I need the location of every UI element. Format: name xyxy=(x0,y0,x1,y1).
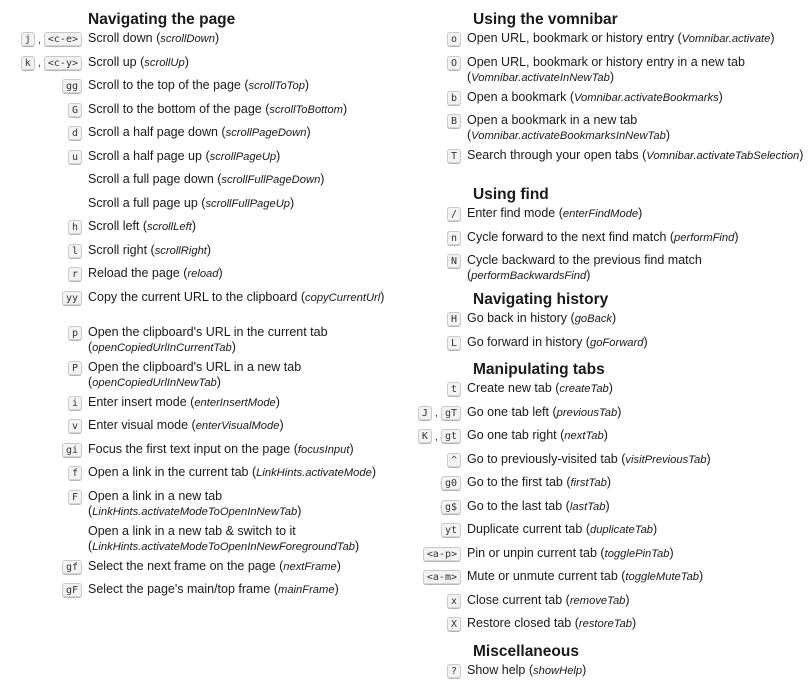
command-name: reload xyxy=(187,268,218,280)
description-text: Open URL, bookmark or history entry in a new tab xyxy=(467,55,745,69)
section-title-navigating-history: Navigating history xyxy=(412,288,812,311)
shortcut-row xyxy=(0,325,410,360)
command-name: firstTab xyxy=(571,477,607,489)
shortcut-keys xyxy=(412,113,461,129)
key-cap: X xyxy=(447,617,461,632)
description-text: Reload the page xyxy=(88,266,180,280)
shortcut-keys xyxy=(412,311,461,327)
shortcut-keys xyxy=(412,253,461,269)
command-name: duplicateTab xyxy=(590,524,653,536)
shortcut-row xyxy=(0,243,410,267)
shortcut-row xyxy=(0,55,410,79)
shortcut-description: Scroll a full page up (scrollFullPageUp) xyxy=(82,196,410,212)
shortcut-keys xyxy=(412,428,461,444)
description-text: Open a link in a new tab xyxy=(88,489,222,503)
description-text: Scroll to the top of the page xyxy=(88,78,241,92)
shortcut-keys xyxy=(412,616,461,632)
description-text: Cycle forward to the next find match xyxy=(467,230,666,244)
key-cap: T xyxy=(447,149,461,164)
key-cap: k xyxy=(21,56,35,71)
shortcut-description: Scroll right (scrollRight) xyxy=(82,243,410,259)
shortcut-row xyxy=(0,290,410,325)
shortcut-keys xyxy=(0,559,82,575)
shortcut-row xyxy=(0,102,410,126)
description-text: Go one tab left xyxy=(467,405,549,419)
shortcut-row xyxy=(412,663,812,686)
command-name: scrollPageUp xyxy=(210,151,277,163)
command-name: enterFindMode xyxy=(563,208,638,220)
shortcut-keys xyxy=(0,442,82,458)
shortcut-description: Open a bookmark (Vomnibar.activateBookmarks) xyxy=(461,90,812,106)
command-name: scrollRight xyxy=(155,245,207,257)
command-name: focusInput xyxy=(298,444,350,456)
description-text: Enter visual mode xyxy=(88,418,188,432)
shortcut-description: Go back in history (goBack) xyxy=(461,311,812,327)
description-text: Enter insert mode xyxy=(88,395,187,409)
key-cap: gF xyxy=(62,583,82,598)
shortcut-row xyxy=(412,230,812,254)
shortcut-description: Scroll up (scrollUp) xyxy=(82,55,410,71)
shortcut-keys xyxy=(0,149,82,165)
key-cap: r xyxy=(68,267,82,282)
description-text: Open the clipboard's URL in a new tab xyxy=(88,360,301,374)
shortcut-description: Go one tab left (previousTab) xyxy=(461,405,812,421)
shortcut-row xyxy=(412,452,812,476)
command-name: openCopiedUrlInCurrentTab xyxy=(92,342,232,354)
key-cap: i xyxy=(68,396,82,411)
key-cap: H xyxy=(447,312,461,327)
key-cap: j xyxy=(21,32,35,47)
key-cap: u xyxy=(68,150,82,165)
key-cap: gf xyxy=(62,560,82,575)
section-title-miscellaneous: Miscellaneous xyxy=(412,640,812,663)
shortcut-row xyxy=(412,335,812,359)
shortcut-keys xyxy=(0,172,82,173)
shortcut-keys xyxy=(412,230,461,246)
shortcut-row xyxy=(412,616,812,640)
shortcut-description: Go to the first tab (firstTab) xyxy=(461,475,812,491)
description-text: Focus the first text input on the page xyxy=(88,442,290,456)
description-text: Scroll a half page down xyxy=(88,125,218,139)
description-text: Scroll a half page up xyxy=(88,149,202,163)
shortcut-description: Scroll a half page down (scrollPageDown) xyxy=(82,125,410,141)
shortcut-keys xyxy=(412,452,461,468)
command-name: togglePinTab xyxy=(605,548,670,560)
description-text: Select the next frame on the page xyxy=(88,559,276,573)
command-name: restoreTab xyxy=(579,618,632,630)
shortcut-description: Open a link in a new tab & switch to it (LinkHints.activateModeToOpenInNewForegroundTab) xyxy=(82,524,410,555)
key-cap: g$ xyxy=(441,500,461,515)
shortcut-row xyxy=(412,113,812,148)
shortcut-keys xyxy=(0,418,82,434)
key-separator: , xyxy=(38,34,41,46)
command-name: copyCurrentUrl xyxy=(305,292,380,304)
command-name: scrollDown xyxy=(160,33,215,45)
shortcut-description: Open a link in the current tab (LinkHints.activateMode) xyxy=(82,465,410,481)
command-name: enterInsertMode xyxy=(194,397,275,409)
key-separator: , xyxy=(435,431,438,443)
description-text: Go to the first tab xyxy=(467,475,563,489)
command-name: showHelp xyxy=(533,665,582,677)
shortcut-description: Scroll a half page up (scrollPageUp) xyxy=(82,149,410,165)
description-text: Open a link in the current tab xyxy=(88,465,249,479)
key-cap: J xyxy=(418,406,432,421)
shortcut-row xyxy=(412,475,812,499)
shortcut-description: Enter visual mode (enterVisualMode) xyxy=(82,418,410,434)
shortcut-row xyxy=(0,266,410,290)
command-name: openCopiedUrlInNewTab xyxy=(92,377,217,389)
shortcut-description: Open a bookmark in a new tab (Vomnibar.activateBookmarksInNewTab) xyxy=(461,113,812,144)
description-text: Mute or unmute current tab xyxy=(467,569,618,583)
key-cap: <a-p> xyxy=(423,547,461,562)
shortcut-row xyxy=(0,465,410,489)
description-text: Go to the last tab xyxy=(467,499,562,513)
shortcut-row xyxy=(0,360,410,395)
command-name: toggleMuteTab xyxy=(625,571,699,583)
shortcut-row xyxy=(0,78,410,102)
shortcut-row xyxy=(412,253,812,288)
key-cap: P xyxy=(68,361,82,376)
command-name: scrollFullPageUp xyxy=(205,198,290,210)
shortcut-description: Create new tab (createTab) xyxy=(461,381,812,397)
command-name: nextTab xyxy=(564,430,603,442)
shortcut-description: Scroll a full page down (scrollFullPageDown) xyxy=(82,172,410,188)
right-column xyxy=(412,8,812,686)
shortcut-keys xyxy=(0,55,82,71)
description-text: Restore closed tab xyxy=(467,616,571,630)
command-name: scrollPageDown xyxy=(226,127,307,139)
key-cap: ^ xyxy=(447,453,461,468)
shortcut-keys xyxy=(412,499,461,515)
key-cap: d xyxy=(68,126,82,141)
key-cap: F xyxy=(68,490,82,505)
key-cap: G xyxy=(68,103,82,118)
shortcut-keys xyxy=(412,663,461,679)
key-cap: yy xyxy=(62,291,82,306)
command-name: scrollFullPageDown xyxy=(221,174,320,186)
shortcut-description: Focus the first text input on the page (focusInput) xyxy=(82,442,410,458)
shortcut-row xyxy=(0,31,410,55)
shortcut-row xyxy=(412,546,812,570)
shortcut-keys xyxy=(412,475,461,491)
shortcut-keys xyxy=(0,196,82,197)
shortcut-row xyxy=(0,395,410,419)
key-cap: t xyxy=(447,382,461,397)
description-text: Open the clipboard's URL in the current tab xyxy=(88,325,328,339)
shortcut-description: Cycle backward to the previous find match (performBackwardsFind) xyxy=(461,253,812,284)
description-text: Copy the current URL to the clipboard xyxy=(88,290,297,304)
shortcut-keys xyxy=(0,489,82,505)
shortcut-description: Search through your open tabs (Vomnibar.activateTabSelection) xyxy=(461,148,812,164)
shortcut-row xyxy=(412,593,812,617)
shortcut-keys xyxy=(412,569,461,585)
shortcut-row xyxy=(412,148,812,183)
left-column xyxy=(0,8,410,606)
description-text: Open a bookmark in a new tab xyxy=(467,113,637,127)
key-cap: K xyxy=(418,429,432,444)
shortcut-keys xyxy=(0,219,82,235)
shortcut-row xyxy=(412,206,812,230)
key-separator: , xyxy=(38,57,41,69)
description-text: Open URL, bookmark or history entry xyxy=(467,31,674,45)
shortcut-keys xyxy=(0,325,82,341)
command-name: previousTab xyxy=(557,407,618,419)
description-text: Scroll up xyxy=(88,55,137,69)
shortcut-row xyxy=(0,219,410,243)
description-text: Search through your open tabs xyxy=(467,148,639,162)
key-cap: <c-e> xyxy=(44,32,82,47)
shortcut-keys xyxy=(0,395,82,411)
shortcut-row xyxy=(412,569,812,593)
command-name: goForward xyxy=(590,337,643,349)
shortcut-description: Open URL, bookmark or history entry (Vomnibar.activate) xyxy=(461,31,812,47)
shortcut-keys xyxy=(0,582,82,598)
description-text: Create new tab xyxy=(467,381,552,395)
description-text: Scroll down xyxy=(88,31,153,45)
command-name: performFind xyxy=(674,232,734,244)
command-name: LinkHints.activateModeToOpenInNewTab xyxy=(92,506,297,518)
shortcut-keys xyxy=(412,90,461,106)
command-name: goBack xyxy=(575,313,612,325)
key-cap: l xyxy=(68,244,82,259)
shortcut-description: Show help (showHelp) xyxy=(461,663,812,679)
command-name: scrollLeft xyxy=(147,221,192,233)
key-cap: b xyxy=(447,91,461,106)
shortcut-description: Copy the current URL to the clipboard (copyCurrentUrl) xyxy=(82,290,410,306)
description-text: Open a link in a new tab & switch to it xyxy=(88,524,296,538)
shortcut-description: Reload the page (reload) xyxy=(82,266,410,282)
shortcut-description: Enter find mode (enterFindMode) xyxy=(461,206,812,222)
description-text: Select the page's main/top frame xyxy=(88,582,270,596)
command-name: visitPreviousTab xyxy=(625,454,706,466)
shortcut-description: Duplicate current tab (duplicateTab) xyxy=(461,522,812,538)
section-title-manipulating-tabs: Manipulating tabs xyxy=(412,358,812,381)
key-cap: x xyxy=(447,594,461,609)
shortcut-keys xyxy=(412,522,461,538)
command-name: removeTab xyxy=(570,595,626,607)
description-text: Scroll a full page down xyxy=(88,172,214,186)
shortcut-keys xyxy=(0,290,82,306)
description-text: Scroll a full page up xyxy=(88,196,198,210)
shortcut-description: Open the clipboard's URL in a new tab (openCopiedUrlInNewTab) xyxy=(82,360,410,391)
shortcut-keys xyxy=(0,78,82,94)
shortcut-row xyxy=(412,428,812,452)
description-text: Enter find mode xyxy=(467,206,555,220)
command-name: createTab xyxy=(559,383,608,395)
shortcut-row xyxy=(412,499,812,523)
description-text: Close current tab xyxy=(467,593,562,607)
shortcut-keys xyxy=(412,381,461,397)
shortcut-description: Mute or unmute current tab (toggleMuteTab) xyxy=(461,569,812,585)
key-cap: n xyxy=(447,231,461,246)
key-cap: g0 xyxy=(441,476,461,491)
shortcut-keys xyxy=(412,405,461,421)
shortcut-row xyxy=(412,90,812,114)
command-name: performBackwardsFind xyxy=(471,270,586,282)
section-title-navigating-the-page: Navigating the page xyxy=(0,8,410,31)
shortcut-keys xyxy=(412,206,461,222)
shortcut-keys xyxy=(0,360,82,376)
shortcut-row xyxy=(0,489,410,524)
description-text: Scroll to the bottom of the page xyxy=(88,102,262,116)
command-name: lastTab xyxy=(570,501,606,513)
shortcut-keys xyxy=(412,593,461,609)
shortcut-description: Select the next frame on the page (nextFrame) xyxy=(82,559,410,575)
shortcut-row xyxy=(412,55,812,90)
shortcut-row xyxy=(0,125,410,149)
shortcut-description: Enter insert mode (enterInsertMode) xyxy=(82,395,410,411)
shortcut-row xyxy=(412,311,812,335)
shortcut-row xyxy=(0,172,410,196)
key-separator: , xyxy=(435,407,438,419)
key-cap: ? xyxy=(447,664,461,679)
shortcut-description: Go to the last tab (lastTab) xyxy=(461,499,812,515)
shortcut-keys xyxy=(0,125,82,141)
description-text: Duplicate current tab xyxy=(467,522,582,536)
shortcut-keys xyxy=(412,148,461,164)
shortcut-description: Go forward in history (goForward) xyxy=(461,335,812,351)
command-name: LinkHints.activateMode xyxy=(256,467,372,479)
key-cap: f xyxy=(68,466,82,481)
shortcut-row xyxy=(0,524,410,559)
shortcut-keys xyxy=(0,266,82,282)
description-text: Pin or unpin current tab xyxy=(467,546,597,560)
shortcut-description: Open the clipboard's URL in the current tab (openCopiedUrlInCurrentTab) xyxy=(82,325,410,356)
shortcut-description: Scroll down (scrollDown) xyxy=(82,31,410,47)
shortcut-description: Scroll left (scrollLeft) xyxy=(82,219,410,235)
key-cap: gT xyxy=(441,406,461,421)
shortcut-row xyxy=(412,381,812,405)
shortcut-description: Close current tab (removeTab) xyxy=(461,593,812,609)
description-text: Scroll left xyxy=(88,219,139,233)
description-text: Scroll right xyxy=(88,243,147,257)
description-text: Go to previously-visited tab xyxy=(467,452,618,466)
command-name: scrollUp xyxy=(144,57,184,69)
shortcut-row xyxy=(0,196,410,220)
shortcut-description: Scroll to the top of the page (scrollToTop) xyxy=(82,78,410,94)
command-name: Vomnibar.activateTabSelection xyxy=(646,150,799,162)
key-cap: / xyxy=(447,207,461,222)
key-cap: gi xyxy=(62,443,82,458)
shortcut-row xyxy=(0,582,410,606)
shortcut-description: Go to previously-visited tab (visitPreviousTab) xyxy=(461,452,812,468)
command-name: Vomnibar.activateBookmarksInNewTab xyxy=(471,130,666,142)
key-cap: gg xyxy=(62,79,82,94)
description-text: Open a bookmark xyxy=(467,90,566,104)
key-cap: h xyxy=(68,220,82,235)
description-text: Go back in history xyxy=(467,311,567,325)
shortcut-keys xyxy=(412,546,461,562)
shortcut-description: Open a link in a new tab (LinkHints.activateModeToOpenInNewTab) xyxy=(82,489,410,520)
key-cap: B xyxy=(447,114,461,129)
key-cap: N xyxy=(447,254,461,269)
command-name: Vomnibar.activateBookmarks xyxy=(574,92,719,104)
description-text: Cycle backward to the previous find match xyxy=(467,253,702,267)
key-cap: v xyxy=(68,419,82,434)
shortcut-row xyxy=(0,149,410,173)
shortcut-row xyxy=(412,31,812,55)
shortcut-keys xyxy=(0,524,82,525)
command-name: enterVisualMode xyxy=(196,420,280,432)
command-name: nextFrame xyxy=(283,561,336,573)
description-text: Go one tab right xyxy=(467,428,557,442)
shortcut-keys xyxy=(0,243,82,259)
section-title-using-find: Using find xyxy=(412,183,812,206)
shortcut-row xyxy=(0,559,410,583)
shortcut-keys xyxy=(412,31,461,47)
key-cap: yt xyxy=(441,523,461,538)
shortcut-keys xyxy=(0,465,82,481)
shortcut-description: Select the page's main/top frame (mainFrame) xyxy=(82,582,410,598)
command-name: Vomnibar.activateInNewTab xyxy=(471,72,610,84)
section-title-using-the-vomnibar: Using the vomnibar xyxy=(412,8,812,31)
command-name: mainFrame xyxy=(278,584,335,596)
command-name: Vomnibar.activate xyxy=(682,33,771,45)
command-name: scrollToTop xyxy=(249,80,305,92)
key-cap: o xyxy=(447,32,461,47)
shortcut-description: Cycle forward to the next find match (performFind) xyxy=(461,230,812,246)
shortcut-row xyxy=(0,418,410,442)
command-name: scrollToBottom xyxy=(269,104,343,116)
key-cap: gt xyxy=(441,429,461,444)
shortcut-description: Restore closed tab (restoreTab) xyxy=(461,616,812,632)
shortcut-description: Pin or unpin current tab (togglePinTab) xyxy=(461,546,812,562)
shortcut-keys xyxy=(0,102,82,118)
command-name: LinkHints.activateModeToOpenInNewForegroundTab xyxy=(92,541,355,553)
shortcut-keys xyxy=(412,55,461,71)
shortcut-row xyxy=(412,405,812,429)
key-cap: O xyxy=(447,56,461,71)
description-text: Show help xyxy=(467,663,525,677)
shortcut-keys xyxy=(412,335,461,351)
key-cap: L xyxy=(447,336,461,351)
description-text: Go forward in history xyxy=(467,335,582,349)
shortcut-row xyxy=(0,442,410,466)
key-cap: <a-m> xyxy=(423,570,461,585)
shortcut-description: Go one tab right (nextTab) xyxy=(461,428,812,444)
shortcut-description: Open URL, bookmark or history entry in a new tab (Vomnibar.activateInNewTab) xyxy=(461,55,812,86)
key-cap: <c-y> xyxy=(44,56,82,71)
shortcut-description: Scroll to the bottom of the page (scrollToBottom) xyxy=(82,102,410,118)
shortcut-keys xyxy=(0,31,82,47)
key-cap: p xyxy=(68,326,82,341)
shortcut-row xyxy=(412,522,812,546)
